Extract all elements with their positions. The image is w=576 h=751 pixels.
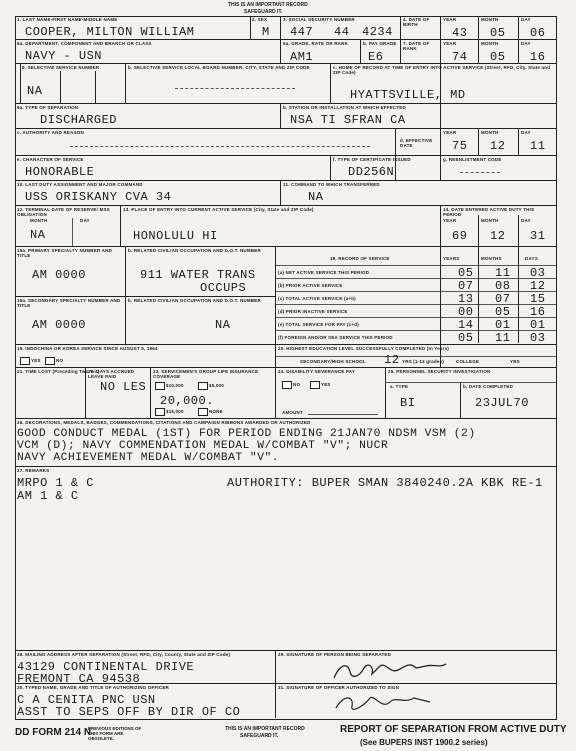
primary-civilian-line1: 911 WATER TRANS bbox=[140, 268, 256, 282]
home-of-record-value: HYATTSVILLE, MD bbox=[350, 88, 466, 102]
dob-month: 05 bbox=[490, 26, 506, 40]
sgli-10k-label: $10,000 bbox=[166, 383, 184, 388]
total-pay-days: 01 bbox=[530, 318, 546, 332]
sgli-15k-checkbox bbox=[155, 408, 165, 416]
label-ss-number: 8. SELECTIVE SERVICE NUMBER bbox=[22, 65, 100, 70]
foreign-sea-months: 11 bbox=[495, 331, 511, 345]
label-reenlistment-code: g. REENLISTMENT CODE bbox=[443, 157, 502, 162]
footer-important-line2: SAFEGUARD IT. bbox=[240, 733, 279, 739]
label-disability: 24. DISABILITY SEVERANCE PAY bbox=[278, 369, 356, 374]
college-label: COLLEGE bbox=[456, 359, 480, 364]
dor-day: 16 bbox=[530, 50, 546, 64]
certificate-value: DD256N bbox=[348, 165, 395, 179]
address-line2: FREMONT CA 94538 bbox=[17, 672, 141, 686]
psi-date-label: b. DATE COMPLETED bbox=[463, 384, 514, 389]
hs-years-value: 12 bbox=[384, 353, 400, 367]
secondary-specialty-value: AM 0000 bbox=[32, 318, 86, 332]
primary-specialty-value: AM 0000 bbox=[32, 268, 86, 282]
college-yrs-label: YRS bbox=[510, 359, 520, 364]
label-signature-separated: 29. SIGNATURE OF PERSON BEING SEPARATED bbox=[278, 652, 392, 657]
address-line1: 43129 CONTINENTAL DRIVE bbox=[17, 660, 195, 674]
officer-line2: ASST TO SEPS OFF BY DIR OF CO bbox=[17, 705, 241, 719]
sex-value: M bbox=[262, 25, 270, 39]
label-prior-inactive: (d) PRIOR INACTIVE SERVICE bbox=[278, 309, 348, 314]
prior-inactive-days: 16 bbox=[530, 305, 546, 319]
label-sgli: 23. SERVICEMEN'S GROUP LIFE INSURANCE COVERAGE bbox=[153, 369, 259, 379]
terminal-month-value: NA bbox=[30, 228, 46, 242]
sgli-5k-label: $5,000 bbox=[209, 383, 224, 388]
label-last-duty: 10. LAST DUTY ASSIGNMENT AND MAJOR COMMAND bbox=[17, 182, 143, 187]
label-secondary-specialty: 16a. SECONDARY SPECIALTY NUMBER AND TITLE bbox=[17, 298, 121, 308]
sgli-amount-value: 20,000. bbox=[160, 394, 214, 408]
dob-day: 06 bbox=[530, 26, 546, 40]
label-authority-reason: c. AUTHORITY AND REASON bbox=[17, 130, 84, 135]
entered-day-label: DAY bbox=[521, 218, 531, 223]
label-primary-civilian: b. RELATED CIVILIAN OCCUPATION AND D.O.T. NUMBER bbox=[128, 248, 261, 253]
label-dob: 4. DATE OF BIRTH bbox=[403, 17, 430, 27]
decorations-line2: VCM (D); NAVY COMMENDATION MEDAL W/COMBAT "V"; NUCR bbox=[17, 440, 389, 452]
indochina-no-checkbox bbox=[45, 357, 55, 365]
label-date-of-rank: 7. DATE OF RANK bbox=[403, 41, 430, 51]
character-value: HONORABLE bbox=[25, 165, 95, 179]
label-foreign-sea: (f) FOREIGN AND/OR SEA SERVICE THIS PERIOD bbox=[278, 335, 393, 340]
label-pay-grade: b. PAY GRADE bbox=[363, 41, 397, 46]
net-active-years: 05 bbox=[458, 266, 474, 280]
label-terminal-date: 12. TERMINAL DATE OF RESERVE/ MSS OBLIGATION bbox=[17, 207, 110, 217]
label-time-lost: 21. TIME LOST (Preceding Two Yrs) bbox=[17, 369, 100, 374]
decorations-line3: NAVY ACHIEVEMENT MEDAL W/COMBAT "V". bbox=[17, 452, 280, 464]
eff-year-label: YEAR bbox=[443, 130, 457, 135]
disability-no-checkbox bbox=[282, 381, 292, 389]
prior-active-days: 12 bbox=[530, 279, 546, 293]
label-type-separation: 9a. TYPE OF SEPARATION bbox=[17, 105, 79, 110]
label-education: 20. HIGHEST EDUCATION LEVEL SUCCESSFULLY COMPLETED (In Years) bbox=[278, 346, 449, 351]
dob-day-label: DAY bbox=[521, 17, 531, 22]
label-indochina: 19. INDOCHINA OR KOREA SERVICE SINCE AUGUST 5, 1964 bbox=[17, 346, 158, 351]
label-department: 5a. DEPARTMENT, COMPONENT AND BRANCH OR CLASS bbox=[17, 41, 152, 46]
indochina-yes-label: YES bbox=[31, 358, 41, 363]
eff-day-label: DAY bbox=[521, 130, 531, 135]
label-character-service: e. CHARACTER OF SERVICE bbox=[17, 157, 84, 162]
top-notice-line2: SAFEGUARD IT. bbox=[244, 9, 283, 15]
previous-editions-note: PREVIOUS EDITIONS OF THIS FORM ARE OBSOLETE. bbox=[88, 726, 142, 741]
eff-month: 12 bbox=[490, 139, 506, 153]
ssn-part1: 447 bbox=[290, 25, 314, 39]
place-entry-value: HONOLULU HI bbox=[133, 229, 218, 243]
label-command-transferred: 11. COMMAND TO WHICH TRANSFERRED bbox=[283, 182, 380, 187]
yrs-grades-label: YRS (1-12 grades) bbox=[402, 359, 444, 364]
psi-type-label: a. TYPE bbox=[390, 384, 409, 389]
label-secondary-civilian: b. RELATED CIVILIAN OCCUPATION AND D.O.T. NUMBER bbox=[128, 298, 261, 303]
total-active-months: 07 bbox=[495, 292, 511, 306]
label-station: b. STATION OR INSTALLATION AT WHICH EFFECTED bbox=[283, 105, 406, 110]
prior-inactive-years: 00 bbox=[458, 305, 474, 319]
disability-no-label: NO bbox=[293, 382, 301, 387]
entered-year: 69 bbox=[452, 229, 468, 243]
dob-year: 43 bbox=[452, 26, 468, 40]
grade-value: AM1 bbox=[290, 50, 314, 64]
total-pay-months: 01 bbox=[495, 318, 511, 332]
dor-day-label: DAY bbox=[521, 41, 531, 46]
authority-remarks: AUTHORITY: BUPER SMAN 3840240.2A KBK RE-1 bbox=[227, 476, 543, 490]
eff-year: 75 bbox=[452, 139, 468, 153]
label-grade: 6a. GRADE, RATE OR RANK bbox=[283, 41, 349, 46]
entered-month: 12 bbox=[490, 229, 506, 243]
label-remarks: 27. REMARKS bbox=[17, 468, 50, 473]
prior-active-months: 08 bbox=[495, 279, 511, 293]
command-transferred-value: NA bbox=[308, 190, 324, 204]
indochina-yes-checkbox bbox=[20, 357, 30, 365]
secondary-civilian-value: NA bbox=[215, 318, 231, 332]
rs-years-label: YEARS bbox=[443, 256, 460, 261]
decorations-line1: GOOD CONDUCT MEDAL (1ST) FOR PERIOD ENDING 21JAN70 NDSM VSM (2) bbox=[17, 428, 476, 440]
terminal-month-label: MONTH bbox=[30, 218, 48, 223]
rs-months-label: MONTHS bbox=[481, 256, 502, 261]
psi-date-value: 23JUL70 bbox=[475, 396, 529, 410]
sgli-15k-label: $15,000 bbox=[166, 409, 184, 414]
rs-days-label: DAYS bbox=[525, 256, 538, 261]
sgli-10k-checkbox bbox=[155, 382, 165, 390]
department-value: NAVY - USN bbox=[25, 49, 103, 63]
dor-month-label: MONTH bbox=[481, 41, 499, 46]
label-authorizing-officer: 30. TYPED NAME, GRADE AND TITLE OF AUTHORIZING OFFICER bbox=[17, 685, 169, 690]
label-prior-active: (b) PRIOR ACTIVE SERVICE bbox=[278, 283, 343, 288]
station-value: NSA TI SFRAN CA bbox=[290, 113, 406, 127]
footer-important-line1: THIS IS AN IMPORTANT RECORD bbox=[225, 726, 305, 732]
prior-active-years: 07 bbox=[458, 279, 474, 293]
label-ss-board: b. SELECTIVE SERVICE LOCAL BOARD NUMBER, CITY, STATE AND ZIP CODE bbox=[128, 65, 310, 70]
name-value: COOPER, MILTON WILLIAM bbox=[25, 25, 195, 39]
label-date-entered: 14. DATE ENTERED ACTIVE DUTY THIS PERIOD bbox=[443, 207, 535, 217]
entered-year-label: YEAR bbox=[443, 218, 457, 223]
label-ssn: 3. SOCIAL SECURITY NUMBER bbox=[283, 17, 355, 22]
form-instruction: (See BUPERS INST 1900.2 series) bbox=[360, 738, 488, 747]
form-number: DD FORM 214 N bbox=[15, 727, 92, 738]
entered-month-label: MONTH bbox=[481, 218, 499, 223]
label-record-of-service: 18. RECORD OF SERVICE bbox=[330, 256, 390, 261]
label-place-entry: 13. PLACE OF ENTRY INTO CURRENT ACTIVE SERVICE (City, State and ZIP Code) bbox=[123, 207, 314, 212]
pay-grade-value: E6 bbox=[368, 50, 384, 64]
dob-year-label: YEAR bbox=[443, 17, 457, 22]
indochina-no-label: NO bbox=[56, 358, 64, 363]
dob-month-label: MONTH bbox=[481, 17, 499, 22]
prior-inactive-months: 05 bbox=[495, 305, 511, 319]
label-home-of-record: c. HOME OF RECORD AT TIME OF ENTRY INTO ACTIVE SERVICE (Street, RFD, City, State and ZIP Code) bbox=[333, 65, 551, 75]
label-certificate: f. TYPE OF CERTIFICATE ISSUED bbox=[333, 157, 411, 162]
disability-yes-checkbox bbox=[310, 381, 320, 389]
label-effective-date: d. EFFECTIVE DATE bbox=[400, 138, 433, 148]
sgli-none-checkbox bbox=[198, 408, 208, 416]
label-primary-specialty: 15a. PRIMARY SPECIALTY NUMBER AND TITLE bbox=[17, 248, 113, 258]
primary-civilian-line2: OCCUPS bbox=[200, 281, 247, 295]
member-signature bbox=[330, 658, 450, 684]
officer-line1: C A CENITA PNC USN bbox=[17, 693, 156, 707]
label-sex: 2. SEX bbox=[252, 17, 268, 22]
label-total-active: (c) TOTAL ACTIVE SERVICE (a+b) bbox=[278, 296, 356, 301]
terminal-day-label: DAY bbox=[80, 218, 90, 223]
form-title: REPORT OF SEPARATION FROM ACTIVE DUTY bbox=[340, 724, 567, 735]
sgli-5k-checkbox bbox=[198, 382, 208, 390]
psi-type-value: BI bbox=[400, 396, 416, 410]
label-officer-signature: 31. SIGNATURE OF OFFICER AUTHORIZED TO SIGN bbox=[278, 685, 400, 690]
dor-year-label: YEAR bbox=[443, 41, 457, 46]
total-active-years: 13 bbox=[458, 292, 474, 306]
label-total-pay: (e) TOTAL SERVICE FOR PAY (c+d) bbox=[278, 322, 359, 327]
eff-day: 11 bbox=[530, 139, 546, 153]
entered-day: 31 bbox=[530, 229, 546, 243]
separation-type-value: DISCHARGED bbox=[40, 113, 118, 127]
net-active-months: 11 bbox=[495, 266, 511, 280]
total-pay-years: 14 bbox=[458, 318, 474, 332]
dor-year: 74 bbox=[452, 50, 468, 64]
total-active-days: 15 bbox=[530, 292, 546, 306]
ss-number-value: NA bbox=[27, 84, 43, 98]
ssn-part2: 44 bbox=[334, 25, 350, 39]
disability-yes-label: YES bbox=[321, 382, 331, 387]
sgli-none-label: NONE bbox=[209, 409, 223, 414]
ssn-part3: 4234 bbox=[362, 25, 393, 39]
secondary-school-label: SECONDARY/HIGH SCHOOL bbox=[300, 359, 366, 364]
label-net-active: (a) NET ACTIVE SERVICE THIS PERIOD bbox=[278, 270, 370, 275]
label-days-leave: 22. DAYS ACCRUED LEAVE PAID bbox=[88, 369, 135, 379]
label-mailing-address: 28. MAILING ADDRESS AFTER SEPARATION (Street, RFD, City, County, State and ZIP Code) bbox=[17, 652, 231, 657]
remarks-line2: AM 1 & C bbox=[17, 489, 79, 503]
foreign-sea-days: 03 bbox=[530, 331, 546, 345]
label-security-investigation: 25. PERSONNEL SECURITY INVESTIGATION bbox=[388, 369, 491, 374]
remarks-line1: MRPO 1 & C bbox=[17, 476, 95, 490]
officer-signature bbox=[330, 690, 440, 716]
last-duty-value: USS ORISKANY CVA 34 bbox=[25, 190, 172, 204]
label-decorations: 26. DECORATIONS, MEDALS, BADGES, COMMENDATIONS, CITATIONS AND CAMPAIGN RIBBONS AWARDED OR AUTHORIZED bbox=[17, 420, 311, 425]
label-name: 1. LAST NAME-FIRST NAME-MIDDLE NAME bbox=[17, 17, 118, 22]
net-active-days: 03 bbox=[530, 266, 546, 280]
amount-label: AMOUNT bbox=[282, 410, 303, 415]
foreign-sea-years: 05 bbox=[458, 331, 474, 345]
leave-days-value: NO LES bbox=[100, 380, 147, 394]
top-notice-line1: THIS IS AN IMPORTANT RECORD bbox=[228, 2, 308, 8]
eff-month-label: MONTH bbox=[481, 130, 499, 135]
dor-month: 05 bbox=[490, 50, 506, 64]
